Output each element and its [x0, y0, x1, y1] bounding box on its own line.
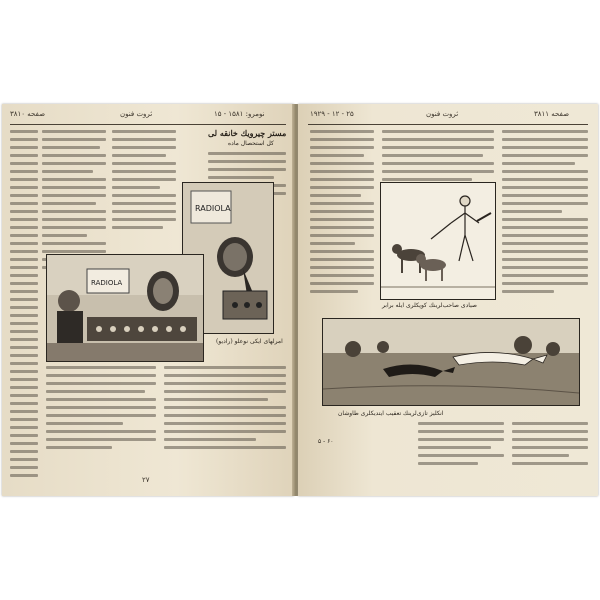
- gramophone-horn-icon: [147, 271, 179, 311]
- left-lower-text-b: [164, 366, 286, 454]
- right-header-date: ۱۹۲۹ - ۱۲ - ۲۵: [310, 110, 354, 118]
- greyhounds-drawing: [323, 319, 579, 405]
- right-text-column-right: [502, 130, 588, 298]
- left-header-pagenum: ۳۸۱۰ صفحه: [10, 110, 46, 118]
- greyhounds-caption: انكلیز تازی‌لرینك تعقیب ایتدیكلری طاوشان: [338, 410, 444, 417]
- left-page-footer-number: ۲۷: [142, 476, 150, 484]
- bottom-note: ۶۰ - ۵: [318, 438, 334, 445]
- right-text-column-middle: [382, 130, 494, 186]
- greyhounds-illustration: [322, 318, 580, 406]
- left-edge-text: [10, 130, 38, 482]
- left-text-column-middle: [112, 130, 176, 234]
- left-lower-text-a: [46, 366, 156, 454]
- radio-caption: امرلهای ایکی نوعلو (راديو): [216, 338, 283, 345]
- left-header-title: ثروت فنون: [120, 110, 153, 118]
- right-header-rule: [308, 124, 588, 125]
- article-subtitle: کل استحصال ماده: [228, 140, 274, 147]
- article-title: مستر چیرویك خانقه لی: [208, 128, 287, 138]
- radio-operator-photo: [46, 254, 204, 362]
- hunter-caption: صیادی صاحب‌لرینك كوپكلری ایله برابر: [382, 302, 478, 309]
- svg-text:RADIOLA: RADIOLA: [91, 279, 123, 287]
- radio-operator-illustration: [47, 255, 203, 361]
- right-page: [298, 104, 598, 496]
- svg-text:RADIOLA: RADIOLA: [195, 204, 231, 213]
- left-header-rule: [10, 124, 286, 125]
- magazine-spread: [2, 104, 598, 496]
- hunter-dogs-drawing: [381, 183, 495, 299]
- right-text-column-left: [310, 130, 374, 298]
- right-lower-text-b: [512, 422, 588, 470]
- hunter-dogs-illustration: [380, 182, 496, 300]
- right-header-pagenum: صفحه ۳۸۱۱: [534, 110, 570, 118]
- left-text-column-outer: [42, 130, 106, 274]
- left-header-issue: نومرو: ۱۵۸۱ - ۱۵: [214, 110, 265, 118]
- right-lower-text-a: [418, 422, 504, 470]
- right-header-title: ثروت فنون: [426, 110, 459, 118]
- left-page: [2, 104, 294, 496]
